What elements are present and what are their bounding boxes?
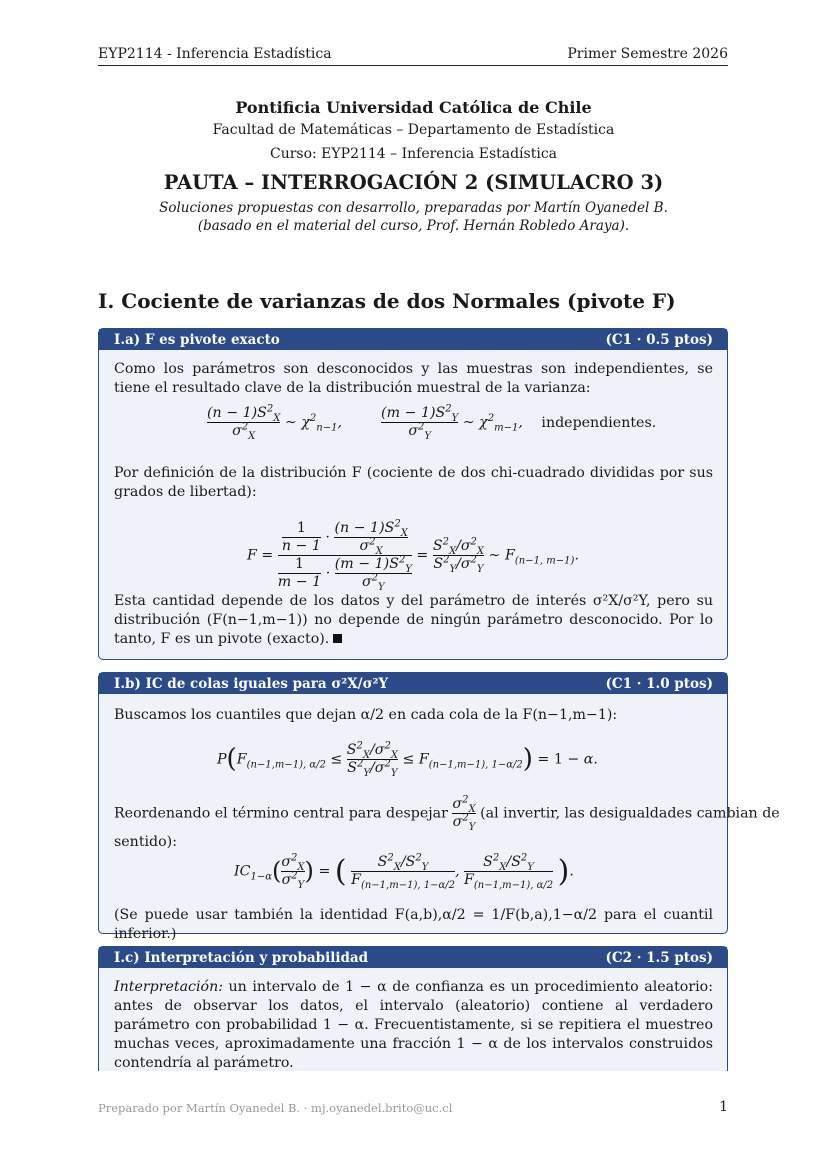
- pivot-conclusion: Esta cantidad depende de los datos y del parámetro de interés σ²X/σ²Y, pero su distribución (F(n−1,m−1)) no depende de ningún parámetro desconocido. Por lo tanto, F es un pivote (exacto).: [114, 593, 713, 647]
- paragraph: Buscamos los cuantiles que dejan α/2 en cada cola de la F(n−1,m−1):: [114, 707, 618, 723]
- paragraph: [114, 592, 713, 649]
- paragraph: (Se puede usar también la identidad F(a,b),α/2 = 1/F(b,a),1−α/2 para el cuantil inferior.): [114, 907, 713, 942]
- reorder-text-cont: (al invertir, las desigualdades cambian de: [480, 805, 780, 822]
- box-header: [99, 947, 727, 968]
- box-body: [99, 694, 780, 942]
- paragraph: sentido):: [114, 834, 177, 850]
- university-name: Pontificia Universidad Católica de Chile: [235, 98, 592, 117]
- f-statistic-definition: F = $\frac{1}{n - 1}$ · $\frac{(n - 1)S^2_X}{\sigma^2_X}$ $\frac{1}{m - 1}$ · $\frac{(m - 1)S^2_Y}{\sigma^2_Y}$ = $\frac{S^2_X/\sigma^2_X}{S^2_Y/\sigma^2_Y}$ ∼ $F_{(n-1, m-1)}$.: [247, 518, 579, 593]
- paragraph: [114, 978, 713, 1073]
- box-body: [99, 350, 727, 659]
- interpretation-lead: Interpretación:: [114, 979, 223, 995]
- section-title: I. Cociente de varianzas de dos Normales (pivote F): [98, 289, 676, 313]
- header-semester: Primer Semestre 2026: [567, 46, 728, 62]
- interpretation-text: un intervalo de 1 − α de confianza es un procedimiento aleatorio: antes de observar los datos, el intervalo (aleatorio) contiene al verdadero parámetro con probabilidad 1 − α. Frecuentistamente, si se repitiera el muestreo muchas veces, aproximadamente una fracción 1 − α de los intervalos construidos contendría al parámetro.: [114, 979, 713, 1071]
- document-title: PAUTA – INTERROGACIÓN 2 (SIMULACRO 3): [163, 171, 664, 194]
- reorder-text: Reordenando el término central para despejar: [114, 805, 448, 822]
- box-header: [99, 329, 727, 350]
- box-header: [99, 673, 727, 694]
- qed-square-icon: [333, 634, 342, 643]
- page-number: 1: [719, 1099, 728, 1115]
- box-points: (C1 · 1.0 ptos): [605, 675, 713, 692]
- confidence-interval-formula: $IC_{1-\alpha}$( $\frac{\sigma^2_X}{\sigma^2_Y}$ ) = ( $\frac{S^2_X/S^2_Y}{F_{(n-1,m-1), 1-\alpha/2}}$ , $\frac{S^2_X/S^2_Y}{F_{(n-1,m-1), \alpha/2}}$ ).: [234, 852, 574, 891]
- box-label: I.c) Interpretación y probabilidad: [114, 949, 369, 966]
- box-body: [99, 968, 727, 1071]
- box-label: I.a) F es pivote exacto: [114, 331, 280, 348]
- course-name: Curso: EYP2114 – Inferencia Estadística: [269, 146, 558, 162]
- paragraph: Por definición de la distribución F (cociente de dos chi-cuadrado divididas por sus grados de libertad):: [114, 465, 713, 500]
- header-course: EYP2114 - Inferencia Estadística: [98, 46, 332, 62]
- document-subtitle: Soluciones propuestas con desarrollo, preparadas por Martín Oyanedel B.: [159, 200, 668, 216]
- chi-square-results: $\frac{(n - 1)S^2_X}{\sigma^2_X}$ ∼ $\chi^2_{n-1}$, $\frac{(m - 1)S^2_Y}{\sigma^2_Y}$ ∼ $\chi^2_{m-1}$, independientes.: [207, 403, 657, 442]
- box-points: (C2 · 1.5 ptos): [605, 949, 713, 966]
- paragraph: Como los parámetros son desconocidos y las muestras son independientes, se tiene el resultado clave de la distribución muestral de la varianza:: [114, 361, 713, 396]
- footer-author: Preparado por Martín Oyanedel B. · mj.oyanedel.brito@uc.cl: [98, 1101, 453, 1115]
- box-points: (C1 · 0.5 ptos): [605, 331, 713, 348]
- problem-box-ic: [98, 946, 728, 1071]
- faculty-name: Facultad de Matemáticas – Departamento de Estadística: [212, 122, 615, 138]
- probability-statement: $P(F_{(n-1,m-1), \alpha/2}$ ≤ $\frac{S^2_X/\sigma^2_X}{S^2_Y/\sigma^2_Y}$ ≤ $F_{(n-1,m-1), 1-\alpha/2}) = 1 - \alpha$.: [217, 740, 598, 779]
- box-label: I.b) IC de colas iguales para σ²X/σ²Y: [114, 675, 389, 692]
- independence-note: independientes.: [541, 414, 657, 431]
- document-subtitle-note: (basado en el material del curso, Prof. Hernán Robledo Araya).: [197, 218, 630, 234]
- problem-box-ib: [98, 672, 780, 942]
- running-header: [98, 46, 728, 66]
- problem-box-ia: [98, 328, 728, 660]
- paragraph: Reordenando el término central para despejar $\frac{\sigma^2_X}{\sigma^2_Y}$ (al invertir, las desigualdades cambian de: [114, 794, 780, 833]
